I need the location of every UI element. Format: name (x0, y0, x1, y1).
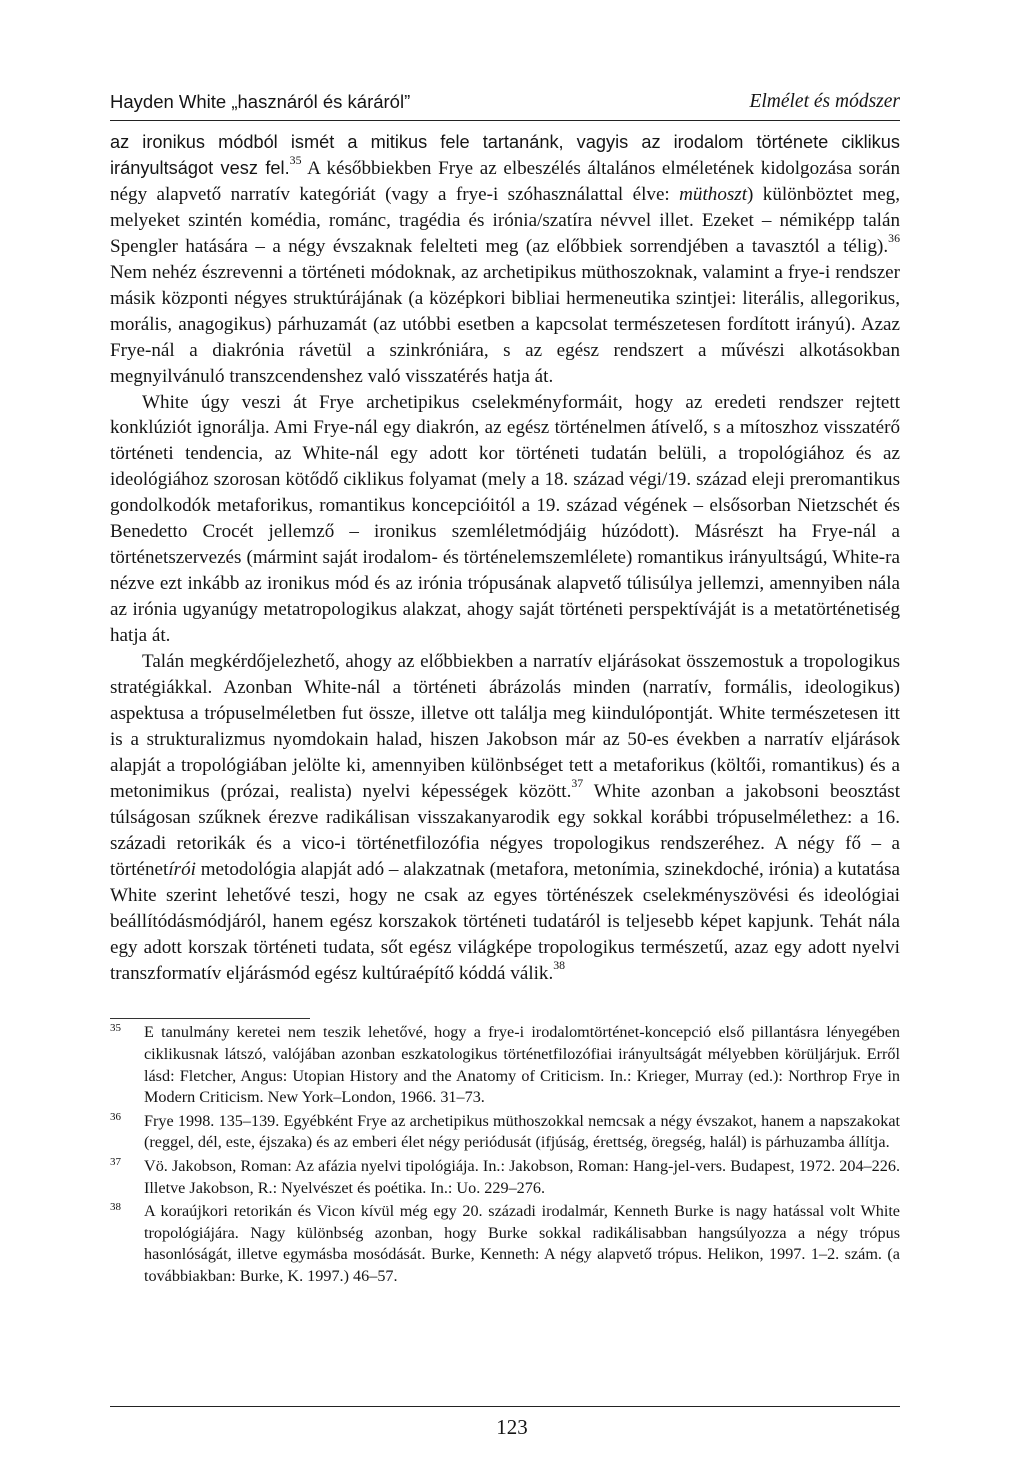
header-section: Elmélet és módszer (749, 91, 900, 112)
running-header (110, 88, 900, 116)
paragraph-3-italic: írói (168, 858, 196, 880)
paragraph-1-part-c: ) különböztet meg, melyeket szintén komédia, románc, tragédia és irónia/szatíra névvel illet. Ezeket – némiképp talán Spengler hatására – a négy évszaknak felelteti meg (az előbbiek sorrendjében a tavasztól a télig). (110, 183, 900, 257)
paragraph-2: White úgy veszi át Frye archetipikus cselekményformáit, hogy az eredeti rendszer rejtett konklúziót ignorálja. Ami Frye-nál egy diakrón, az egész történelmen átívelő, s a mítoszhoz visszatérő történeti tendencia, az White-nál egy adott kor történeti tudatán belüli, a tropológiához és az ideológiához szorosan kötődő ciklikus folyamat (mely a 18. század végi/19. század eleji preromantikus gondolkodók metaforikus, romantikus koncepcióitól a 19. század végének – elsősorban Nietzschét és Benedetto Crocét jellemző – ironikus szemléletmódjáig húzódott). Másrészt ha Frye-nál a történetszervezés (mármint saját irodalom- és történelemszemlélete) romantikus irányultságú, White-ra nézve ezt inkább az ironikus mód és az irónia trópusának alapvető túlisúlya jellemzi, amennyiben nála az irónia ugyanúgy metatropologikus alakzat, ahogy saját történeti perspektíváját is a metatörténetiség hatja át. (110, 391, 900, 647)
footnote-ref-38: 38 (553, 957, 566, 972)
footnote-ref-35: 35 (289, 153, 302, 168)
paragraph-1-part-b: A későbbiekben Frye az elbeszélés általános elméletének kidolgozása során négy alapvető narratív kategóriát (vagy a frye-i szóhasználattal élve: (110, 157, 901, 205)
paragraph-1-part-a: az ironikus módból ismét a mitikus fele tartanánk, vagyis az irodalom története ciklikus irányultságot vesz fel. (110, 132, 900, 178)
body-text (110, 130, 900, 986)
footer-rule (110, 1406, 900, 1407)
footnote-ref-37: 37 (571, 776, 584, 791)
header-rule (110, 120, 900, 121)
footnote-number: 35 (110, 1022, 121, 1034)
paragraph-1-part-d: Nem nehéz észrevenni a történeti módoknak, az archetipikus müthoszoknak, valamint a frye-i rendszer másik központi négyes struktúrájának (a középkori bibliai hermeneutika szintjei: literális, allegorikus, morális, anagogikus) párhuzamát (az utóbbi esetben a kapcsolat természetesen fordított irányú). Azaz Frye-nál a diakrónia rávetül a szinkróniára, s az egész rendszert a művészi alkotásokban megnyilvánuló transzcendenshez való visszatérés hatja át. (110, 261, 900, 387)
paragraph-1 (110, 130, 900, 390)
footnotes (110, 1022, 900, 1290)
footnote-36 (110, 1111, 900, 1155)
header-author-title: Hayden White „hasznáról és káráról” (110, 91, 411, 112)
paragraph-3-part-a: Talán megkérdőjelezhető, ahogy az előbbiekben a narratív eljárásokat összemostuk a tropologikus stratégiákkal. Azonban White-nál a történeti ábrázolás minden (narratív, formális, ideologikus) aspektusa a trópuselméletben fut össze, illetve ott találja meg kiindulópontját. White természetesen itt is a strukturalizmus nyomdokain halad, hiszen Jakobson már az 50-es években a narratív eljárások alapját a tropológiában jelölte ki, amennyiben különbséget tett a metaforikus (költői, romantikus) és a metonimikus (prózai, realista) nyelvi képességek között. (110, 651, 900, 802)
paragraph-1-italic: müthoszt (679, 183, 748, 205)
footnote-38 (110, 1201, 900, 1288)
footnote-number: 38 (110, 1200, 121, 1213)
paragraph-3 (110, 649, 900, 986)
footnote-number: 36 (110, 1110, 121, 1123)
footnote-text: E tanulmány keretei nem teszik lehetővé, hogy a frye-i irodalomtörténet-koncepció első pillantásra lényegében ciklikusnak látszó, valójában azonban eszkatologikus történetfilozófiai irányultságát mélyebben körüljárjuk. Erről lásd: Fletcher, Angus: Utopian History and the Anatomy of Criticism. In.: Krieger, Murray (ed.): Northrop Frye in Modern Criticism. New York–London, 1966. 31–73. (144, 1023, 900, 1107)
footnote-37 (110, 1156, 900, 1200)
footnote-number: 37 (110, 1155, 121, 1168)
footnote-ref-36: 36 (888, 231, 900, 246)
paragraph-3-part-c: metodológia alapját adó – alakzatnak (metafora, metonímia, szinekdoché, irónia) a kutatása White szerint lehetővé teszi, hogy ne csak az egyes történészek cselekményszövési és ideológiai beállítódásmódjáról, hanem egész korszakok történeti tudatáról is teljesebb képet kapjunk. Tehát nála egy adott korszak történeti tudata, sőt egész világképe tropologikus természetű, azaz egy adott nyelvi transzformatív eljárásmód egész kultúraépítő kóddá válik. (110, 858, 900, 984)
footnote-separator (110, 1018, 310, 1019)
footnote-text: Frye 1998. 135–139. Egyébként Frye az archetipikus müthoszokkal nemcsak a négy évszakot, hanem a napszakokat (reggel, dél, este, éjszaka) és az emberi élet négy periódusát (ifjúság, érettség, öregség, halál) is párhuzamba állítja. (144, 1111, 900, 1152)
footnote-text: Vö. Jakobson, Roman: Az afázia nyelvi tipológiája. In.: Jakobson, Roman: Hang-jel-vers. Budapest, 1972. 204–226. Illetve Jakobson, R.: Nyelvészet és poétika. In.: Uo. 229–276. (144, 1156, 900, 1197)
page-number: 123 (496, 1415, 528, 1439)
footnote-35 (110, 1022, 900, 1109)
paragraph-3-part-b: White azonban a jakobsoni beosztást túlságosan szűknek érezve radikálisan visszakanyarodik egy sokkal korábbi trópuselmélethez: a 16. századi retorikák és a vico-i történetfilozófia négyes tropologikus rendszeréhez. A négy fő – a történet (110, 780, 900, 880)
footnote-text: A koraújkori retorikán és Vicon kívül még egy 20. századi irodalmár, Kenneth Burke is nagy hatással volt White tropológiájára. Nagy különbség azonban, hogy Burke sokkal radikálisabban hangsúlyozza a négy trópus hasonlóságát, illetve egymásba mosódását. Burke, Kenneth: A négy alapvető trópus. Helikon, 1997. 1–2. szám. (a továbbiakban: Burke, K. 1997.) 46–57. (144, 1201, 900, 1286)
